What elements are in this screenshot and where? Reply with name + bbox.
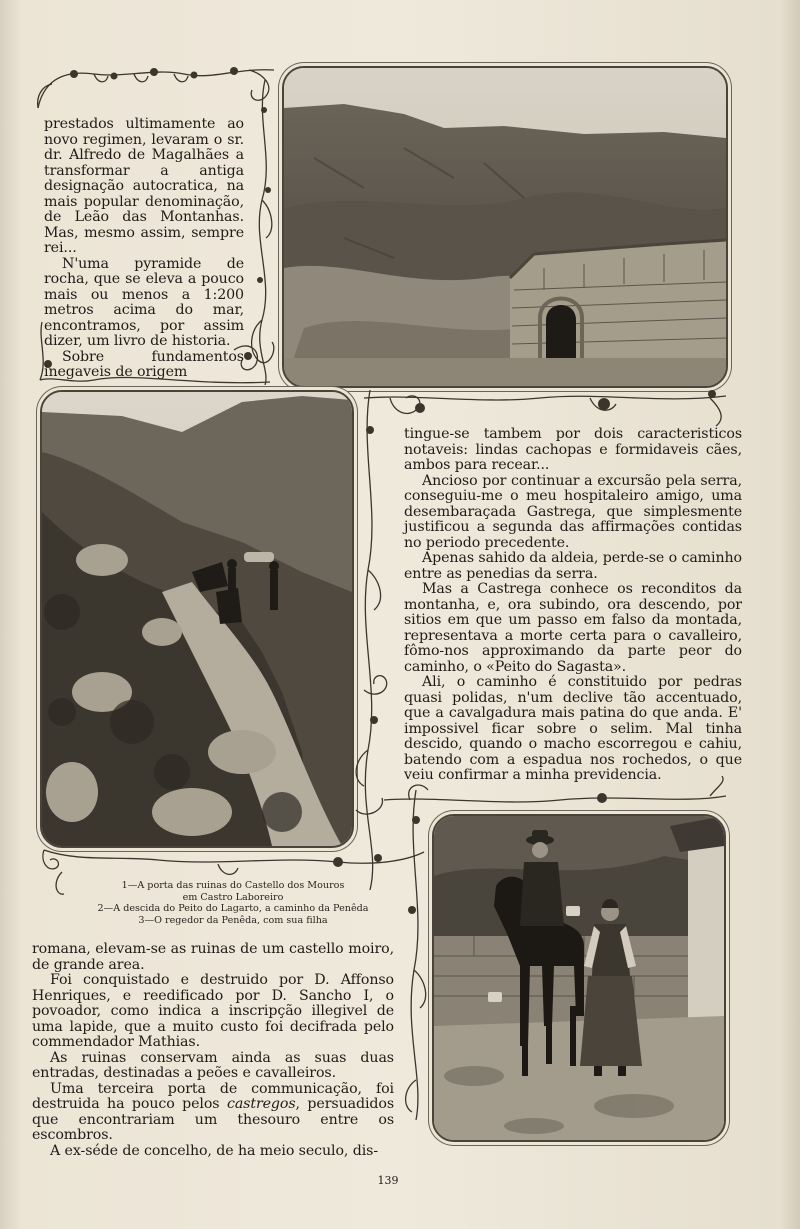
castle-ruin-gate-photo — [282, 66, 728, 388]
page-number: 139 — [377, 1174, 399, 1187]
text-run: , persuadidos que encontrariam um thesouro entre os escombros. — [32, 1096, 394, 1143]
mountain-path-descent-photo — [40, 390, 354, 848]
caption-line: 1—A porta das ruinas do Castello dos Mouros — [121, 880, 345, 891]
paragraph: romana, elevam-se as ruinas de um castello moiro, de grande area. — [32, 941, 394, 973]
paragraph: prestados ultimamente ao novo regimen, levaram o sr. dr. Alfredo de Magalhães a transformar a antiga designação autocratica, na mais popular denominação, de Leão das Montanhas. Mas, mesmo assim, sempre rei... — [44, 116, 244, 256]
caption-line: em Castro Laboreiro — [182, 891, 284, 903]
caption-line: 3—O regedor da Penêda, com sua filha — [138, 914, 328, 926]
paragraph: Ancioso por continuar a excursão pela serra, conseguiu-me o meu hospitaleiro amigo, uma desembaraçada Gastrega, que simplesmente justificou a segunda das affirmações contidas no periodo precedente. — [404, 472, 742, 551]
article-column-top-left — [44, 117, 244, 381]
caption-line: 2—A descida do Peito do Lagarto, a caminho da Penêda — [97, 903, 369, 914]
article-column-bottom-left — [32, 942, 394, 1159]
regedor-with-horse-and-daughter-photo — [432, 814, 726, 1142]
figure-captions — [88, 880, 378, 926]
paragraph: Foi conquistado e destruido por D. Affonso Henriques, e reedificado por D. Sancho I, o povoador, como indica a inscripção illegivel de uma lapide, que a muito custo foi decifrada pelo commendador Mathias. — [32, 972, 394, 1050]
paragraph-with-italic — [32, 1082, 394, 1144]
paragraph: A ex-séde de concelho, de ha meio seculo, dis- — [50, 1142, 379, 1159]
paragraph: N'uma pyramide de rocha, que se eleva a pouco mais ou menos a 1:200 metros acima do mar, encontramos, por assim dizer, um livro de historia. — [44, 255, 244, 349]
paragraph: As ruinas conservam ainda as suas duas entradas, destinadas a peões e cavalleiros. — [32, 1049, 394, 1081]
floral-ornament-top-left — [34, 60, 284, 120]
paragraph: Mas a Castrega conhece os reconditos da montanha, e, ora subindo, ora descendo, por sitios em que um passo em falso da montada, representava a morte certa para o cavalleiro, fômo-nos approximando da parte peor do caminho, o «Peito do Sagasta». — [404, 581, 742, 675]
paragraph: Apenas sahido da aldeia, perde-se o caminho entre as penedias da serra. — [404, 550, 742, 582]
paragraph: Sobre fundamentos inegaveis de origem — [44, 348, 244, 380]
floral-ornament-mid-right-header — [360, 384, 730, 430]
italic-term: castregos — [226, 1096, 296, 1112]
text-run: Uma terceira porta de communicação, foi destruida ha pouco pelos — [32, 1080, 394, 1112]
article-column-middle-right — [404, 427, 742, 784]
vine-border-vertical-lower — [398, 790, 434, 1120]
paragraph: Ali, o caminho é constituido por pedras quasi polidas, n'um declive tão accentuado, que a cavalgadura mais patina do que anda. E' impossivel ficar sobre o selim. Mal tinha descido, quando o macho escorregou e cahiu, batendo com a espadua nos rochedos, o que veiu confirmar a minha previdencia. — [404, 674, 742, 783]
paragraph: tingue-se tambem por dois caracteristicos notaveis: lindas cachopas e formidaveis cães, ambos para recear... — [404, 426, 742, 473]
